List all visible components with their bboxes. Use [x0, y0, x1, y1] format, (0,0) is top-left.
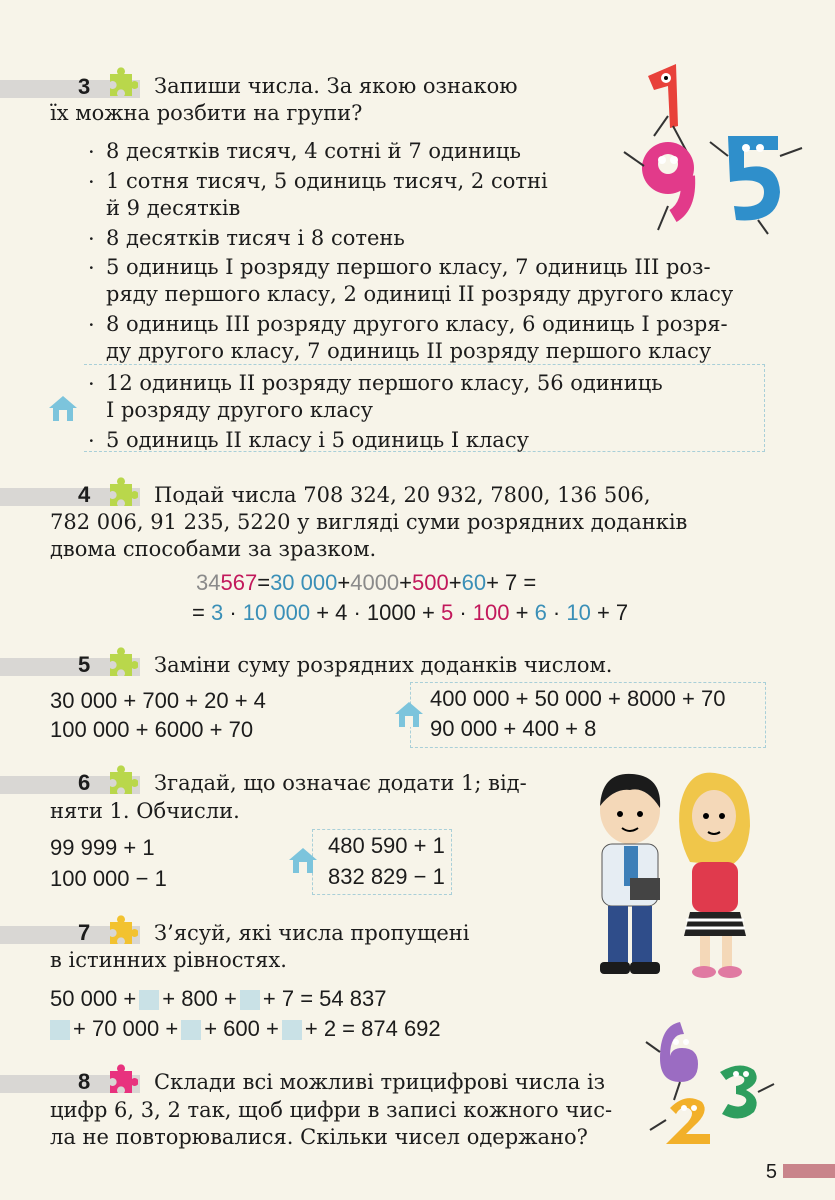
task-6-right-expr: 832 829 − 1	[328, 864, 445, 889]
task-3-item: 8 одиниць III розряду другого класу, 6 одиниць I розря-	[106, 312, 728, 336]
puzzle-green-icon	[104, 476, 138, 510]
example-part: 10 000	[242, 600, 311, 625]
task-7-line1: З’ясуй, які числа пропущені	[154, 921, 470, 945]
numbers-1-9-5-illustration	[618, 56, 808, 236]
task-3-item: й 9 десятків	[106, 196, 241, 220]
example-part: =	[192, 600, 211, 625]
task-3-item: 5 одиниць I розряду першого класу, 7 одиниць III роз-	[106, 255, 711, 279]
house-icon	[394, 700, 424, 728]
example-part: 30 000	[270, 570, 338, 595]
example-part: 4000	[350, 570, 400, 595]
example-part: 100	[472, 600, 510, 625]
blank-input[interactable]	[139, 990, 159, 1010]
bullet: ·	[88, 372, 95, 396]
puzzle-pink-icon	[104, 1063, 138, 1097]
task-7-equation-1	[50, 986, 386, 1012]
task-6-line1: Згадай, що означає додати 1; від-	[154, 771, 527, 795]
example-part: 567	[220, 570, 258, 595]
example-line-1	[196, 570, 536, 596]
task-8-number: 8	[78, 1069, 91, 1094]
task-3-item: 5 одиниць II класу і 5 одиниць I класу	[106, 428, 529, 452]
task-6-left-expr: 100 000 − 1	[50, 866, 167, 891]
pupils-illustration	[580, 766, 780, 986]
example-part: +	[337, 570, 351, 595]
task-3-item: 12 одиниць II розряду першого класу, 56 одиниць	[106, 371, 663, 395]
example-part: +	[509, 600, 535, 625]
task-3-item: 8 десятків тисяч і 8 сотень	[106, 226, 405, 250]
bullet: ·	[88, 256, 95, 280]
puzzle-yellow-icon	[104, 914, 138, 948]
puzzle-green-icon	[104, 764, 138, 798]
task-8-line1: Склади всі можливі трицифрові числа із	[154, 1070, 606, 1094]
example-part: 34	[196, 570, 221, 595]
example-part: =	[257, 570, 271, 595]
bullet: ·	[88, 140, 95, 164]
puzzle-green-icon	[104, 66, 138, 100]
task-4-line1: Подай числа 708 324, 20 932, 7800, 136 506,	[154, 483, 651, 507]
task-3-item: I розряду другого класу	[106, 398, 373, 422]
task-3-number: 3	[78, 74, 91, 99]
example-part: + 7	[590, 600, 629, 625]
task-6-number: 6	[78, 770, 91, 795]
example-part: 500	[412, 570, 449, 595]
example-part: 6	[534, 600, 547, 625]
example-line-2	[192, 600, 628, 626]
task-4-line3: двома способами за зразком.	[50, 537, 377, 561]
example-part: 3	[210, 600, 224, 625]
puzzle-green-icon	[104, 646, 138, 680]
task-6-left-expr: 99 999 + 1	[50, 835, 155, 860]
eq-part: + 600 +	[204, 1016, 279, 1041]
task-3-item: 8 десятків тисяч, 4 сотні й 7 одиниць	[106, 139, 521, 163]
task-7-number: 7	[78, 920, 91, 945]
task-3-line1: Запиши числа. За якою ознакою	[154, 74, 518, 98]
numbers-6-2-3-illustration	[640, 1012, 780, 1152]
bullet: ·	[88, 227, 95, 251]
example-part: +	[399, 570, 413, 595]
house-icon	[48, 394, 78, 422]
eq-part: 50 000 +	[50, 986, 137, 1011]
example-part: ·	[453, 600, 473, 625]
task-8-line3: ла не повторювалися. Скільки чисел одержано?	[50, 1125, 588, 1149]
blank-input[interactable]	[282, 1020, 302, 1040]
eq-part: + 7 = 54 837	[262, 986, 387, 1011]
blank-input[interactable]	[50, 1020, 70, 1040]
task-7-equation-2	[50, 1016, 441, 1042]
example-part: 60	[461, 570, 487, 595]
example-part: +	[448, 570, 462, 595]
house-icon	[288, 846, 318, 874]
bullet: ·	[88, 429, 95, 453]
task-5-right-expr: 400 000 + 50 000 + 8000 + 70	[430, 686, 726, 711]
task-3-item: ряду першого класу, 2 одиниці II розряду другого класу	[106, 282, 734, 306]
bullet: ·	[88, 170, 95, 194]
blank-input[interactable]	[181, 1020, 201, 1040]
example-part: ·	[546, 600, 567, 625]
task-5-left-expr: 100 000 + 6000 + 70	[50, 717, 254, 742]
task-7-line2: в істинних рівностях.	[50, 948, 287, 972]
example-part: 10	[566, 600, 591, 625]
task-6-right-expr: 480 590 + 1	[328, 833, 445, 858]
page-number: 5	[765, 1161, 777, 1183]
eq-part: + 800 +	[162, 986, 237, 1011]
task-3-item: ду другого класу, 7 одиниць II розряду першого класу	[106, 339, 712, 363]
example-part: + 7 =	[486, 570, 537, 595]
page-number-bar	[783, 1164, 835, 1178]
example-part: ·	[223, 600, 243, 625]
task-5-number: 5	[78, 652, 91, 677]
bullet: ·	[88, 313, 95, 337]
task-4-number: 4	[78, 482, 91, 507]
task-8-line2: цифр 6, 3, 2 так, щоб цифри в записі кожного чис-	[50, 1098, 613, 1122]
task-3-line2: їх можна розбити на групи?	[50, 101, 363, 125]
task-5-text: Заміни суму розрядних доданків числом.	[154, 653, 613, 677]
task-6-line2: няти 1. Обчисли.	[50, 799, 240, 823]
example-part: 5	[440, 600, 454, 625]
eq-part: + 2 = 874 692	[304, 1016, 441, 1041]
blank-input[interactable]	[240, 990, 260, 1010]
task-5-left-expr: 30 000 + 700 + 20 + 4	[50, 688, 266, 713]
task-4-line2: 782 006, 91 235, 5220 у вигляді суми розрядних доданків	[50, 510, 688, 534]
task-3-item: 1 сотня тисяч, 5 одиниць тисяч, 2 сотні	[106, 169, 548, 193]
eq-part: + 70 000 +	[73, 1016, 179, 1041]
example-part: + 4 · 1000 +	[310, 600, 441, 625]
task-5-right-expr: 90 000 + 400 + 8	[430, 716, 597, 741]
